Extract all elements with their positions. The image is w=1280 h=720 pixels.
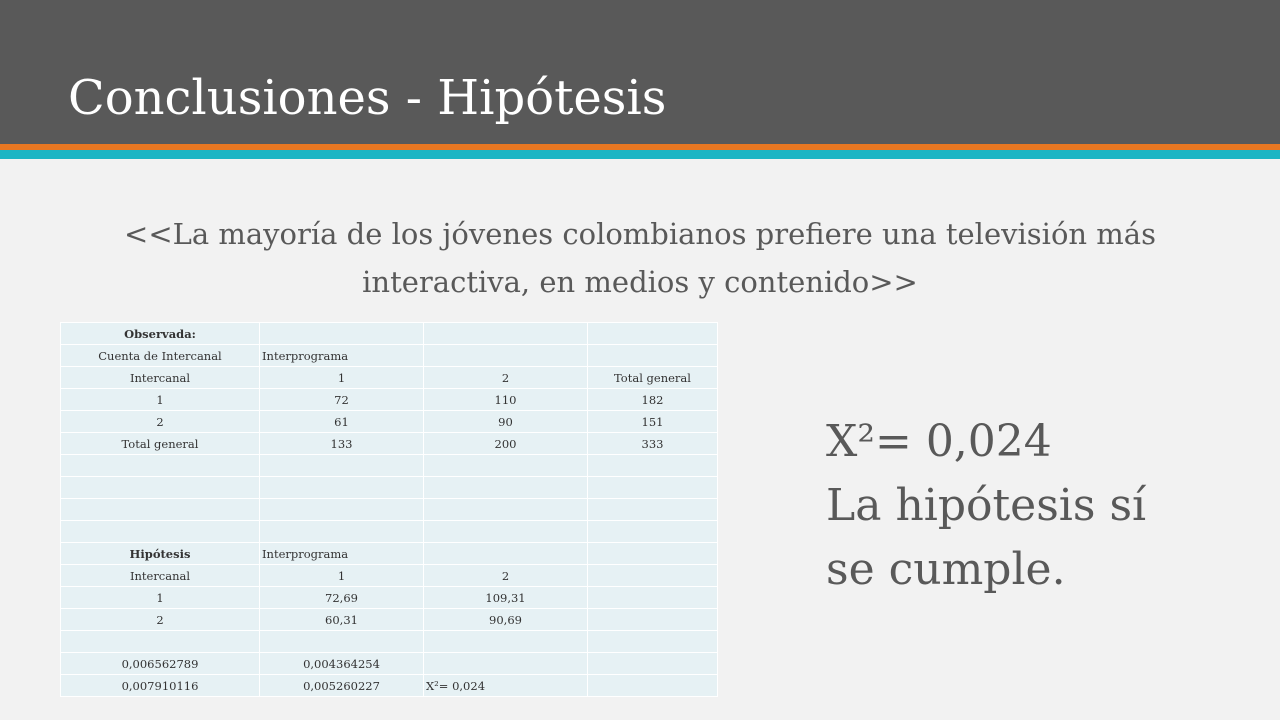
table-cell: 0,007910116 [61, 675, 260, 697]
table-row [61, 587, 718, 609]
table-cell [424, 323, 588, 345]
table-row [61, 543, 718, 565]
table-cell [424, 653, 588, 675]
table-row [61, 433, 718, 455]
table-cell: 90 [424, 411, 588, 433]
chi-square-result: X²= 0,024 [826, 416, 1052, 467]
table-row [61, 631, 718, 653]
table-cell: Interprograma [260, 345, 424, 367]
table-cell: 2 [424, 367, 588, 389]
table-cell: 133 [260, 433, 424, 455]
table-row [61, 499, 718, 521]
table-cell [588, 653, 718, 675]
table-cell: Intercanal [61, 565, 260, 587]
result-block [826, 410, 1146, 602]
chi-square-table [60, 322, 718, 697]
table-cell: 110 [424, 389, 588, 411]
table-cell: Intercanal [61, 367, 260, 389]
table-cell [424, 631, 588, 653]
slide-title: Conclusiones - Hipótesis [68, 70, 667, 126]
table-cell: Hipótesis [61, 543, 260, 565]
conclusion-line-1: La hipótesis sí [826, 480, 1147, 531]
table-cell [588, 565, 718, 587]
table-row [61, 609, 718, 631]
table-cell [424, 345, 588, 367]
table-cell: Total general [588, 367, 718, 389]
table-cell [588, 345, 718, 367]
table-row [61, 389, 718, 411]
table-cell: Total general [61, 433, 260, 455]
table-cell: 72 [260, 389, 424, 411]
table-row [61, 345, 718, 367]
table-cell: 109,31 [424, 587, 588, 609]
table-cell: 0,004364254 [260, 653, 424, 675]
table-cell [424, 455, 588, 477]
table-cell [61, 477, 260, 499]
table-cell [260, 521, 424, 543]
table-cell: 1 [61, 587, 260, 609]
table-cell [588, 521, 718, 543]
table-cell: 0,006562789 [61, 653, 260, 675]
table-cell: 151 [588, 411, 718, 433]
table-cell: Interprograma [260, 543, 424, 565]
table-cell: 61 [260, 411, 424, 433]
table-cell: 90,69 [424, 609, 588, 631]
table-body [61, 323, 718, 697]
table-cell: 2 [424, 565, 588, 587]
table-cell [61, 455, 260, 477]
table-row [61, 323, 718, 345]
table-cell: 2 [61, 411, 260, 433]
table-cell: 0,005260227 [260, 675, 424, 697]
table-cell [588, 477, 718, 499]
table-cell [61, 521, 260, 543]
hypothesis-quote-line-1: <<La mayoría de los jóvenes colombianos prefiere una televisión más [124, 217, 1156, 251]
table-row [61, 565, 718, 587]
table-cell: 200 [424, 433, 588, 455]
table-cell [588, 587, 718, 609]
table-cell: 333 [588, 433, 718, 455]
table-cell [588, 323, 718, 345]
table-row [61, 521, 718, 543]
table-cell [424, 543, 588, 565]
table-cell: 2 [61, 609, 260, 631]
table-cell [260, 631, 424, 653]
table-cell [424, 477, 588, 499]
hypothesis-quote-line-2: interactiva, en medios y contenido>> [362, 265, 918, 299]
table-cell [61, 631, 260, 653]
table-row [61, 477, 718, 499]
table-cell [260, 477, 424, 499]
table-cell: 1 [61, 389, 260, 411]
table-cell: 1 [260, 565, 424, 587]
table-cell [424, 521, 588, 543]
table-cell [61, 499, 260, 521]
table-row [61, 367, 718, 389]
table-cell: Cuenta de Intercanal [61, 345, 260, 367]
table-cell: Observada: [61, 323, 260, 345]
table-cell [588, 631, 718, 653]
table-cell: 1 [260, 367, 424, 389]
table-cell: 182 [588, 389, 718, 411]
table-cell: X²= 0,024 [424, 675, 588, 697]
table-row [61, 411, 718, 433]
table-cell [424, 499, 588, 521]
table-row [61, 653, 718, 675]
accent-stripe-teal [0, 150, 1280, 159]
conclusion-line-2: se cumple. [826, 544, 1066, 595]
table-cell [260, 455, 424, 477]
table-cell [588, 499, 718, 521]
table-cell [260, 323, 424, 345]
table-cell [588, 609, 718, 631]
table-cell: 60,31 [260, 609, 424, 631]
table-cell: 72,69 [260, 587, 424, 609]
table-cell [588, 543, 718, 565]
hypothesis-quote [60, 210, 1220, 306]
table-row [61, 455, 718, 477]
table-row [61, 675, 718, 697]
table-cell [260, 499, 424, 521]
table-cell [588, 455, 718, 477]
table-cell [588, 675, 718, 697]
